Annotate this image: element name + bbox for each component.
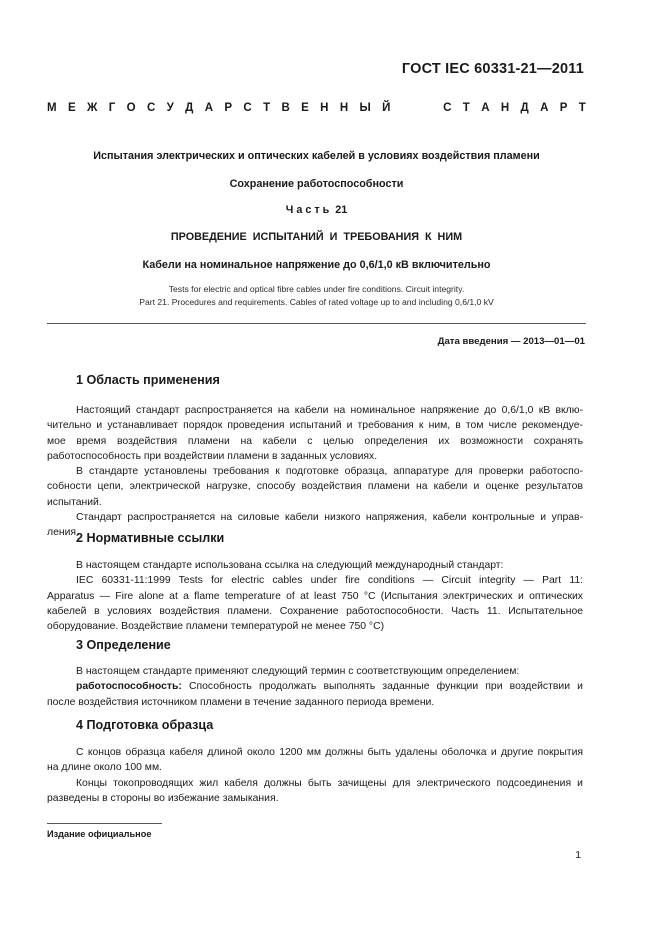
text-line: С концов образца кабеля длиной около 1200 мм должны быть удалены оболочка и другие покрытия <box>76 747 583 758</box>
text-line: IEC 60331-11:1999 Tests for electric cables under fire conditions — Circuit integrity — Part 11: <box>76 575 583 587</box>
definition-line <box>47 679 583 694</box>
banner-letter: Т <box>462 102 470 114</box>
banner-letter: Н <box>339 102 349 114</box>
section-4-heading: 4 Подготовка образца <box>76 718 214 732</box>
banner-letter: Н <box>320 102 329 114</box>
banner-letter: Ж <box>86 102 98 114</box>
text-line: испытаний. <box>47 496 102 508</box>
text-line: разведены в стороны во избежание замыкания. <box>47 792 279 804</box>
text-line: Apparatus — Fire alone at a flame temperature of at least 750 °C (Испытания электрических и оптических <box>47 590 583 602</box>
banner-letter: А <box>540 102 549 114</box>
text-line: кабелей в условиях воздействия пламени. Сохранение работоспособности. Часть 11. Испытательное <box>47 605 583 617</box>
introduction-date: Дата введения — 2013—01—01 <box>437 336 585 347</box>
title-line-2: Сохранение работоспособности <box>229 178 404 190</box>
banner-letter: В <box>281 102 290 114</box>
section-1-body <box>47 403 583 541</box>
text-line: мое время воздействия пламени на кабели с целью определения их возможности сохранять <box>47 435 583 447</box>
banner-letter: А <box>481 102 490 114</box>
text-line: В стандарте установлены требования к подготовке образца, аппаратуре для проверки работоспо- <box>76 466 583 478</box>
text-line: В настоящем стандарте применяют следующий термин с соответствующим определением: <box>76 666 520 677</box>
text-line: на длине около 100 мм. <box>47 762 162 774</box>
text-line: Стандарт распространяется на силовые кабели низкого напряжения, кабели контрольные и управ- <box>76 512 583 524</box>
banner-letter: Т <box>578 102 586 114</box>
title-line-3: ПРОВЕДЕНИЕ ИСПЫТАНИЙ И ТРЕБОВАНИЯ К НИМ <box>170 231 463 243</box>
banner-letter: С <box>243 102 252 114</box>
official-edition-note: Издание официальное <box>47 829 152 839</box>
banner-gap <box>402 102 432 114</box>
text-line: собности цепи, электрической нагрузке, способу воздействия пламени на кабели и оценке результатов <box>47 481 583 493</box>
definition-text: Способность продолжать выполнять заданные функции при воздействии и <box>181 681 583 693</box>
text-line: работоспособность при воздействии пламени в заданных условиях. <box>47 450 378 462</box>
banner-letter: Г <box>108 102 116 114</box>
title-english-2: Part 21. Procedures and requirements. Cables of rated voltage up to and including 0,6/1,0 kV <box>139 297 494 307</box>
section-2-body <box>47 558 583 634</box>
banner-letter: Й <box>382 102 391 114</box>
standard-code: ГОСТ IEC 60331-21—2011 <box>401 61 584 77</box>
banner-letter: Т <box>263 102 271 114</box>
section-2-heading: 2 Нормативные ссылки <box>76 531 225 545</box>
text-line: Концы токопроводящих жил кабеля должны быть зачищены для электрического подсоединения и <box>76 777 583 789</box>
text-line: ления. <box>47 527 79 539</box>
banner-letter: У <box>166 102 174 114</box>
banner-letter: Е <box>67 102 76 114</box>
title-part: Ч а с т ь 21 <box>285 204 348 216</box>
banner-letter: Р <box>224 102 233 114</box>
banner-letter: С <box>443 102 452 114</box>
text-line: оборудование. Воздействие пламени температурой не менее 750 °С) <box>47 621 385 633</box>
text-line: чительно и устанавливает порядок проведения испытаний и требования к ним, в том числе рекомендуе- <box>47 420 583 432</box>
banner-letter: М <box>47 102 57 114</box>
section-3-heading: 3 Определение <box>76 638 171 652</box>
text-line: Настоящий стандарт распространяется на кабели на номинальное напряжение до 0,6/1,0 кВ вклю- <box>76 405 583 416</box>
banner-letter: Р <box>559 102 568 114</box>
section-1-heading: 1 Область применения <box>76 373 220 387</box>
title-divider <box>47 323 586 324</box>
section-4-body <box>47 745 583 806</box>
banner-letter: О <box>126 102 136 114</box>
footer-divider <box>47 823 162 824</box>
title-line-1: Испытания электрических и оптических кабелей в условиях воздействия пламени <box>93 150 540 162</box>
banner-letter: Ы <box>359 102 371 114</box>
banner-letter: Н <box>500 102 510 114</box>
banner-letter: Д <box>520 102 529 114</box>
text-line: после воздействия источником пламени в течение заданного периода времени. <box>47 696 435 708</box>
title-english-1: Tests for electric and optical fibre cables under fire conditions. Circuit integrity. <box>168 284 465 294</box>
banner-letter: А <box>204 102 214 114</box>
banner-letter: Д <box>185 102 194 114</box>
standard-banner <box>47 102 586 114</box>
section-3-body <box>47 664 583 710</box>
defined-term: работоспособность: <box>76 681 182 693</box>
text-line: В настоящем стандарте использована ссылка на следующий международный стандарт: <box>76 560 504 571</box>
title-line-4: Кабели на номинальное напряжение до 0,6/1,0 кВ включительно <box>142 259 491 271</box>
banner-letter: С <box>146 102 156 114</box>
page-number: 1 <box>575 850 581 861</box>
banner-letter: Е <box>301 102 309 114</box>
